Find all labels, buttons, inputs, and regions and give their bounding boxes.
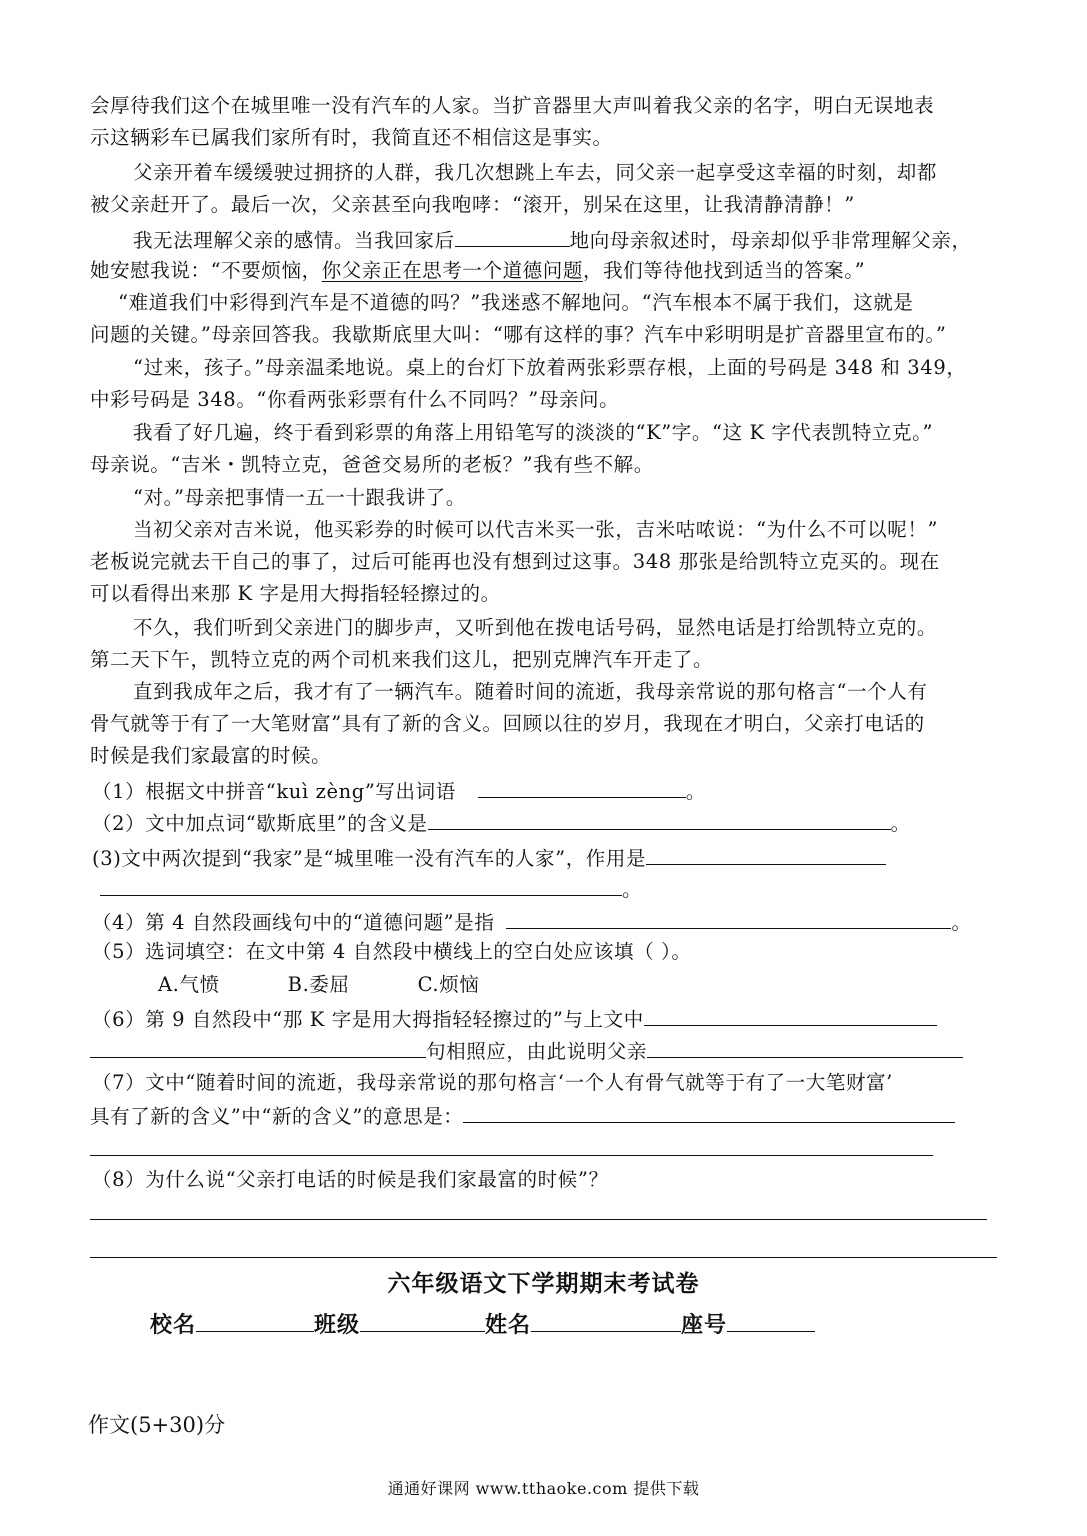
name-label: 姓名 (485, 1312, 532, 1338)
passage-line: “过来，孩子。”母亲温柔地说。桌上的台灯下放着两张彩票存根，上面的号码是 348 和 349， (133, 356, 967, 379)
passage-line: 老板说完就去干自己的事了，过后可能再也没有想到过这事。348 那张是给凯特立克买的。现在 (90, 550, 940, 573)
passage-line: 问题的关键。”母亲回答我。我歇斯底里大叫：“哪有这样的事？汽车中彩明明是扩音器里宣布的。” (90, 323, 947, 346)
passage-text: 地向母亲叙述时，母亲却似乎非常理解父亲， (569, 229, 972, 252)
passage-text: ，我们等待他找到适当的答案。” (582, 259, 866, 282)
school-label: 校名 (150, 1312, 197, 1338)
school-field[interactable] (196, 1307, 314, 1332)
passage-line: 母亲说。“吉米・凯特立克，爸爸交易所的老板？”我有些不解。 (90, 453, 654, 476)
question-2 (92, 807, 911, 839)
answer-blank[interactable] (647, 1035, 963, 1058)
passage-line: 当初父亲对吉米说，他买彩券的时候可以代吉米买一张，吉米咕哝说：“为什么不可以呢！” (133, 518, 939, 541)
passage-line: 示这辆彩车已属我们家所有时，我简直还不相信这是事实。 (90, 126, 613, 149)
period: 。 (951, 911, 972, 934)
answer-line[interactable] (90, 1219, 987, 1220)
passage-line: 第二天下午，凯特立克的两个司机来我们这儿，把别克牌汽车开走了。 (90, 648, 714, 671)
question-text: 具有了新的含义”中“新的含义”的意思是： (90, 1105, 464, 1128)
question-6-continued (90, 1035, 963, 1067)
passage-line: “对。”母亲把事情一五一十跟我讲了。 (133, 486, 466, 509)
question-text: （6）第 9 自然段中“那 K 字是用大拇指轻轻擦过的”与上文中 (92, 1008, 644, 1031)
passage-line: 直到我成年之后，我才有了一辆汽车。随着时间的流逝，我母亲常说的那句格言“一个人有 (133, 680, 928, 703)
passage-line: 父亲开着车缓缓驶过拥挤的人群，我几次想跳上车去，同父亲一起享受这幸福的时刻，却都 (133, 161, 938, 184)
answer-line[interactable] (90, 1155, 933, 1156)
question-1 (92, 775, 706, 807)
passage-line: 我看了好几遍，终于看到彩票的角落上用铅笔写的淡淡的“K”字。“这 K 字代表凯特立克。” (133, 421, 934, 444)
seat-field[interactable] (727, 1307, 815, 1332)
exam-title: 六年级语文下学期期末考试卷 (387, 1270, 700, 1297)
page-footer: 通通好课网 www.tthaoke.com 提供下载 (387, 1479, 700, 1498)
question-8: （8）为什么说“父亲打电话的时候是我们家最富的时候”？ (92, 1168, 609, 1191)
question-3 (92, 842, 886, 874)
composition-heading: 作文(5+30)分 (88, 1413, 226, 1437)
answer-line[interactable] (90, 1257, 997, 1258)
question-text: （2）文中加点词“歇斯底里”的含义是 (92, 812, 428, 835)
question-7-continued (90, 1100, 955, 1132)
question-6 (92, 1003, 937, 1035)
student-info-row (150, 1307, 815, 1342)
question-text: （4）第 4 自然段画线句中的“道德问题”是指 (92, 911, 495, 934)
answer-blank[interactable] (644, 1003, 937, 1026)
passage-line: 会厚待我们这个在城里唯一没有汽车的人家。当扩音器里大声叫着我父亲的名字，明白无误地表 (90, 94, 935, 117)
question-text: 句相照应，由此说明父亲 (426, 1040, 648, 1063)
answer-blank[interactable] (90, 1035, 426, 1058)
question-3-continued (100, 873, 642, 905)
passage-line (133, 224, 972, 256)
answer-blank[interactable] (506, 906, 951, 929)
passage-line: 可以看得出来那 K 字是用大拇指轻轻擦过的。 (90, 582, 501, 605)
question-text: （1）根据文中拼音“kuì zèng”写出词语 (92, 780, 456, 803)
passage-line: 不久，我们听到父亲进门的脚步声，又听到他在拨电话号码，显然电话是打给凯特立克的。 (133, 616, 938, 639)
question-4 (92, 906, 972, 938)
passage-line: 骨气就等于有了一大笔财富”具有了新的含义。回顾以往的岁月，我现在才明白，父亲打电话的 (90, 712, 925, 735)
passage-line: “难道我们中彩得到汽车是不道德的吗？”我迷惑不解地问。“汽车根本不属于我们，这就是 (118, 291, 914, 314)
passage-line (90, 256, 865, 286)
seat-label: 座号 (681, 1312, 728, 1338)
answer-blank[interactable] (100, 873, 622, 896)
answer-blank[interactable] (463, 1100, 955, 1123)
answer-blank[interactable] (646, 842, 886, 865)
passage-line: 被父亲赶开了。最后一次，父亲甚至向我咆哮：“滚开，别呆在这里，让我清静清静！” (90, 193, 855, 216)
answer-blank[interactable] (478, 775, 686, 798)
period: 。 (685, 780, 706, 803)
answer-blank[interactable] (428, 807, 891, 830)
passage-line: 中彩号码是 348。“你看两张彩票有什么不同吗？”母亲问。 (90, 388, 620, 411)
question-text: (3)文中两次提到“我家”是“城里唯一没有汽车的人家”，作用是 (92, 847, 647, 870)
class-field[interactable] (360, 1307, 485, 1332)
fill-blank (455, 224, 570, 247)
underlined-sentence: 你父亲正在思考一个道德问题 (321, 259, 583, 282)
period: 。 (622, 878, 643, 901)
passage-text: 我无法理解父亲的感情。当我回家后 (133, 229, 455, 252)
passage-line: 时候是我们家最富的时候。 (90, 744, 332, 767)
name-field[interactable] (531, 1307, 681, 1332)
question-5-options: A.气愤 B.委屈 C.烦恼 (158, 973, 480, 996)
question-7: （7）文中“随着时间的流逝，我母亲常说的那句格言‘一个人有骨气就等于有了一大笔财富’ (92, 1071, 893, 1094)
period: 。 (890, 812, 911, 835)
question-5: （5）选词填空：在文中第 4 自然段中横线上的空白处应该填（ ）。 (92, 940, 692, 963)
passage-text: 她安慰我说：“不要烦恼， (90, 259, 322, 282)
class-label: 班级 (314, 1312, 361, 1338)
